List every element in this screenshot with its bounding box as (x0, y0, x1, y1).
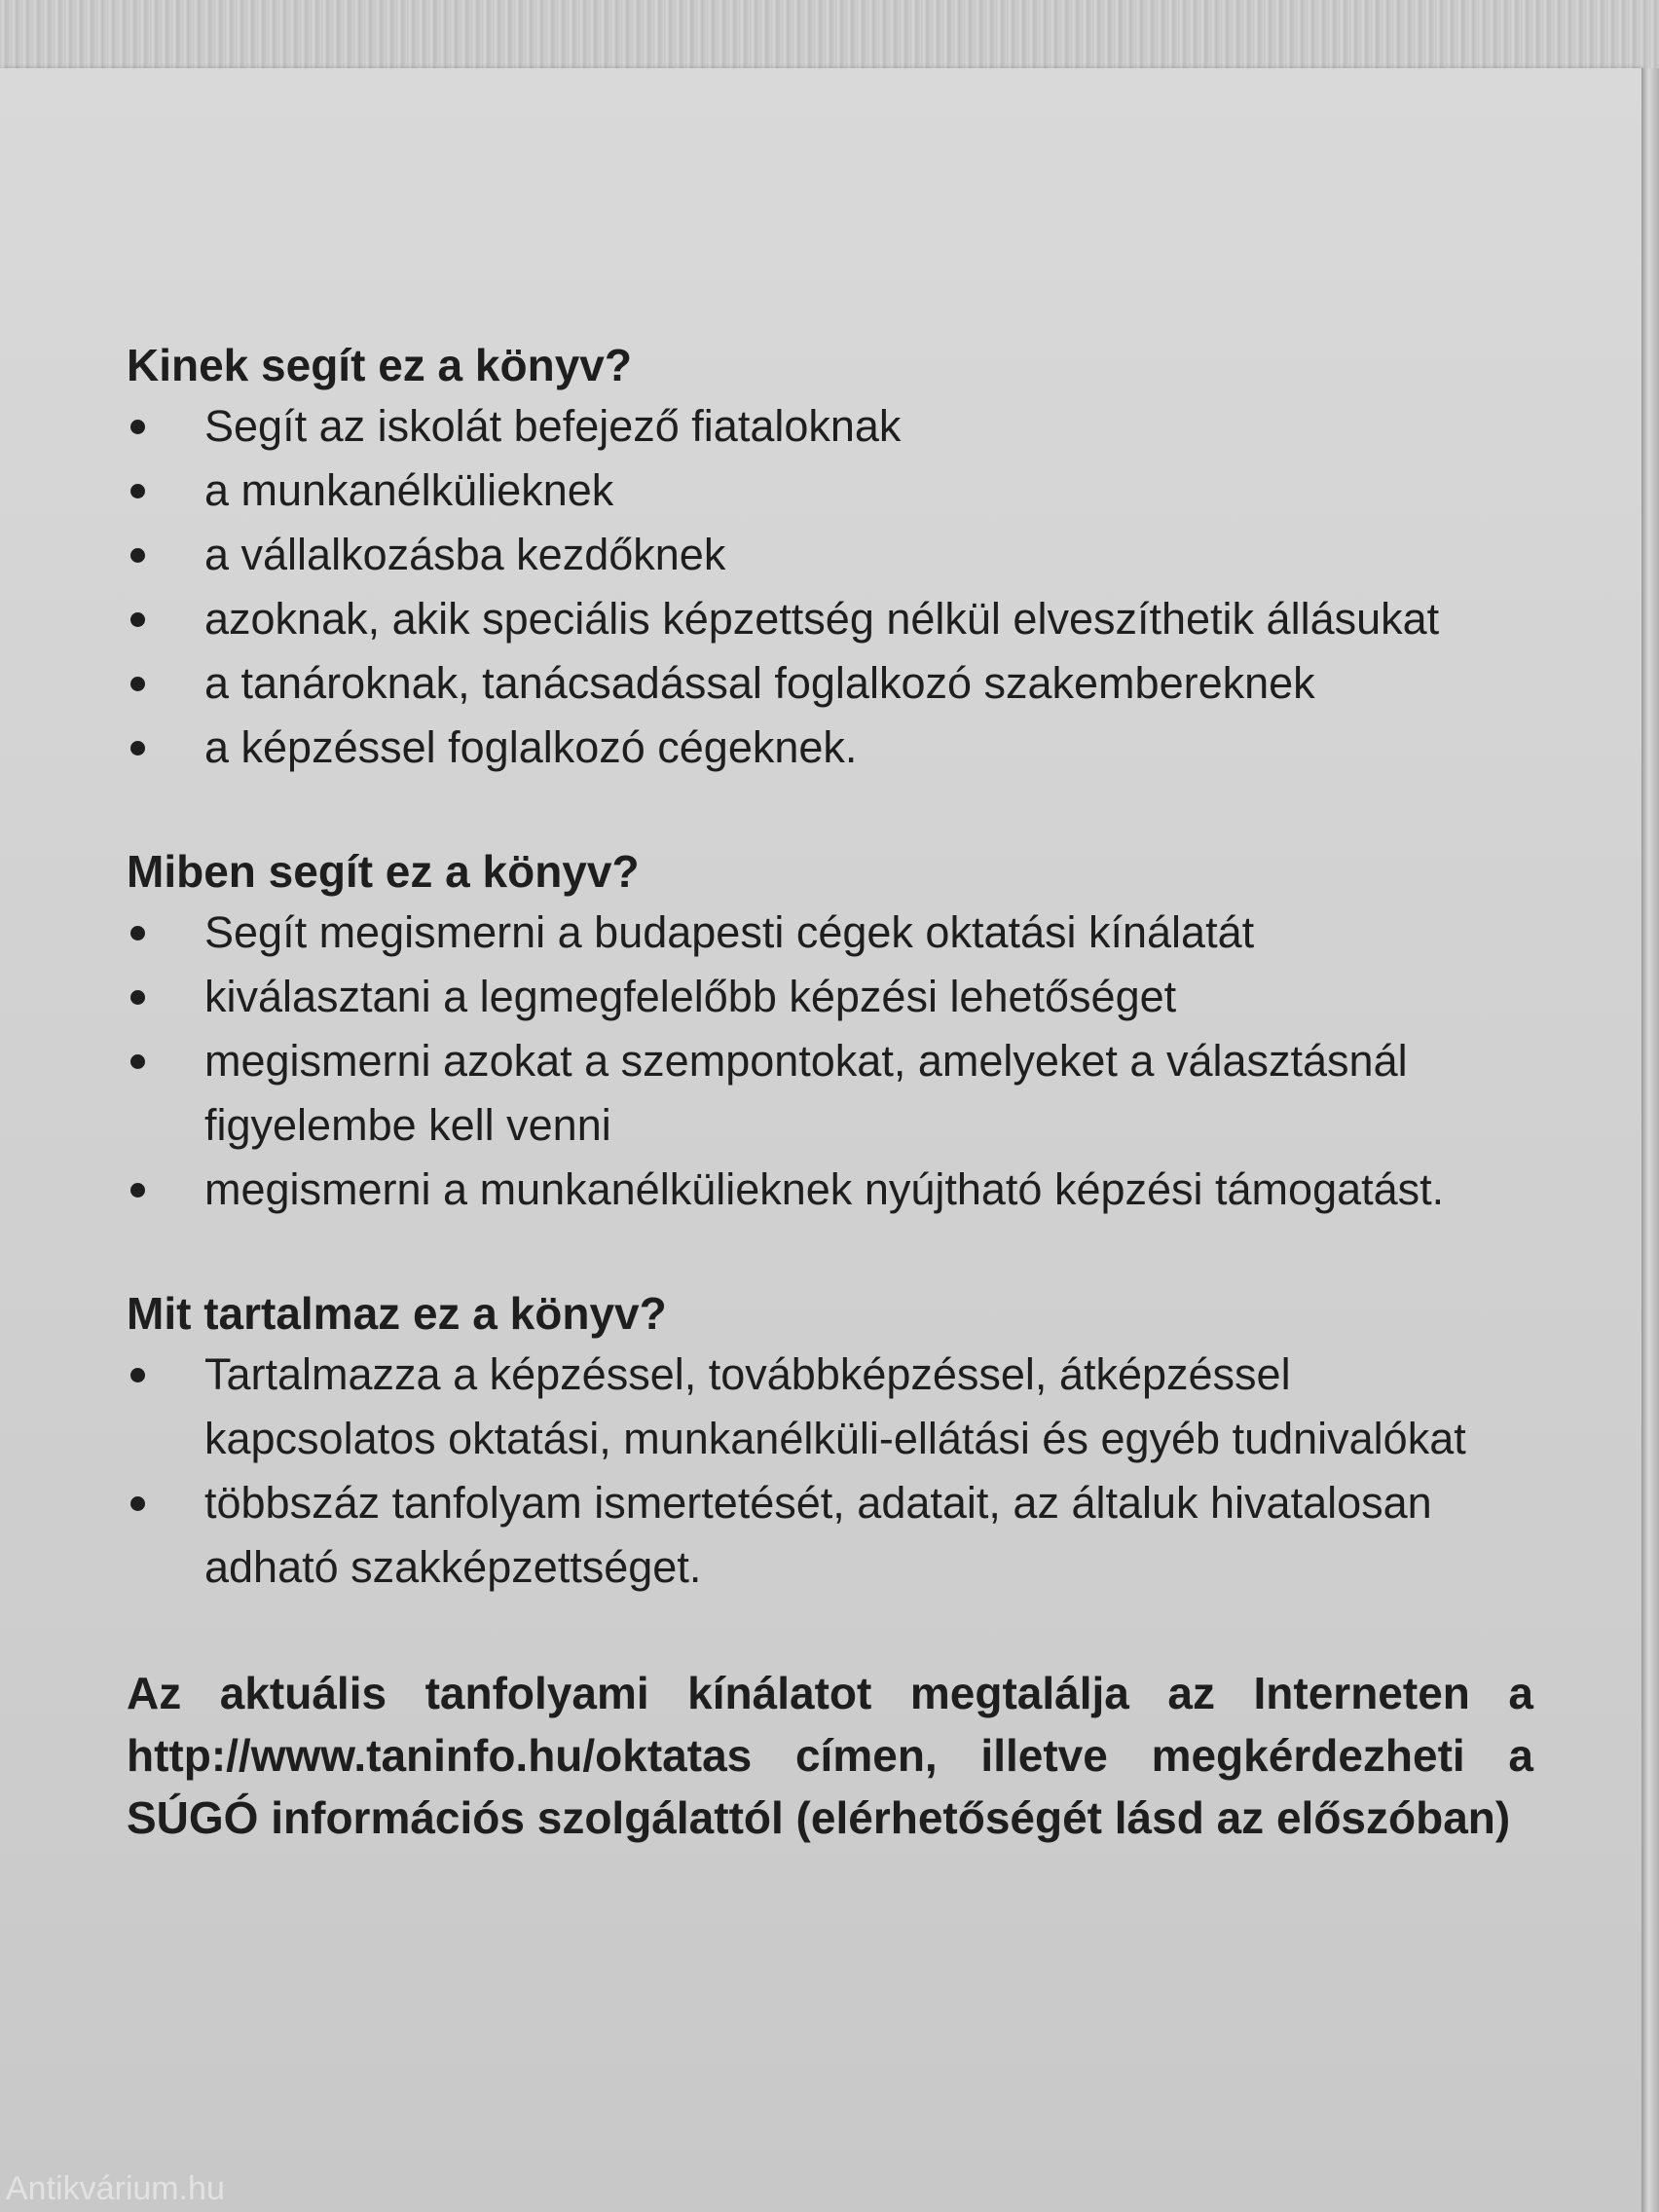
bullet-icon (130, 548, 145, 563)
watermark: Antikvárium.hu (6, 2170, 225, 2207)
bullet-icon (130, 484, 145, 498)
list-item-text: a tanároknak, tanácsadással foglalkozó szakembereknek (204, 658, 1315, 708)
bullet-icon (130, 1496, 145, 1511)
bullet-icon (130, 677, 145, 691)
bullet-icon (130, 612, 145, 627)
list-item-text: azoknak, akik speciális képzettség nélkül elveszíthetik állásukat (204, 594, 1440, 644)
closing-note: Az aktuális tanfolyami kínálatot megtalálja az Interneten a http://www.taninfo.hu/oktatas címen, illetve megkérdezheti a SÚGÓ információs szolgálattól (elérhetőségét lásd az előszóban) (127, 1668, 1533, 1843)
background-surface (0, 0, 1659, 78)
list-item-text: Segít az iskolát befejező fiataloknak (204, 401, 902, 451)
bullet-icon (130, 926, 145, 940)
list-item (127, 965, 1533, 1029)
list-item-text: a vállalkozásba kezdőknek (204, 530, 726, 579)
list-item-text: Segít megismerni a budapesti cégek oktatási kínálatát (204, 907, 1255, 957)
list-item-text: megismerni azokat a szempontokat, amelyeket a választásnál figyelembe kell venni (204, 1036, 1408, 1150)
list-item-text: többszáz tanfolyam ismertetését, adatait, az általuk hivatalosan adható szakképzettséget. (204, 1478, 1432, 1592)
page-edge (1641, 68, 1659, 2212)
bullet-icon (130, 1054, 145, 1069)
section-how (127, 842, 1533, 1222)
bullet-icon (130, 1368, 145, 1382)
list-item-text: megismerni a munkanélkülieknek nyújtható képzési támogatást. (204, 1164, 1445, 1214)
section-heading: Miben segít ez a könyv? (127, 846, 640, 897)
list-item (127, 901, 1533, 965)
list-item (127, 1029, 1533, 1158)
bullet-icon (130, 1183, 145, 1198)
bullet-list (127, 394, 1533, 780)
bullet-icon (130, 990, 145, 1005)
section-what (127, 1284, 1533, 1600)
section-heading: Kinek segít ez a könyv? (127, 340, 632, 390)
list-item (127, 1158, 1533, 1222)
page-content (127, 336, 1533, 1849)
list-item-text: a munkanélkülieknek (204, 465, 614, 515)
list-item-text: a képzéssel foglalkozó cégeknek. (204, 722, 858, 772)
bullet-list (127, 1343, 1533, 1600)
list-item (127, 716, 1533, 780)
list-item (127, 1471, 1533, 1600)
list-item (127, 459, 1533, 523)
list-item (127, 1343, 1533, 1471)
list-item-text: Tartalmazza a képzéssel, továbbképzéssel, átképzéssel kapcsolatos oktatási, munkanélküli-ellátási és egyéb tudnivalókat (204, 1349, 1466, 1463)
list-item-text: kiválasztani a legmegfelelőbb képzési lehetőséget (204, 972, 1177, 1021)
list-item (127, 394, 1533, 459)
list-item (127, 523, 1533, 587)
list-item (127, 587, 1533, 651)
list-item (127, 651, 1533, 716)
section-who (127, 336, 1533, 780)
bullet-icon (130, 420, 145, 434)
bullet-list (127, 901, 1533, 1222)
section-heading: Mit tartalmaz ez a könyv? (127, 1288, 667, 1339)
bullet-icon (130, 741, 145, 756)
